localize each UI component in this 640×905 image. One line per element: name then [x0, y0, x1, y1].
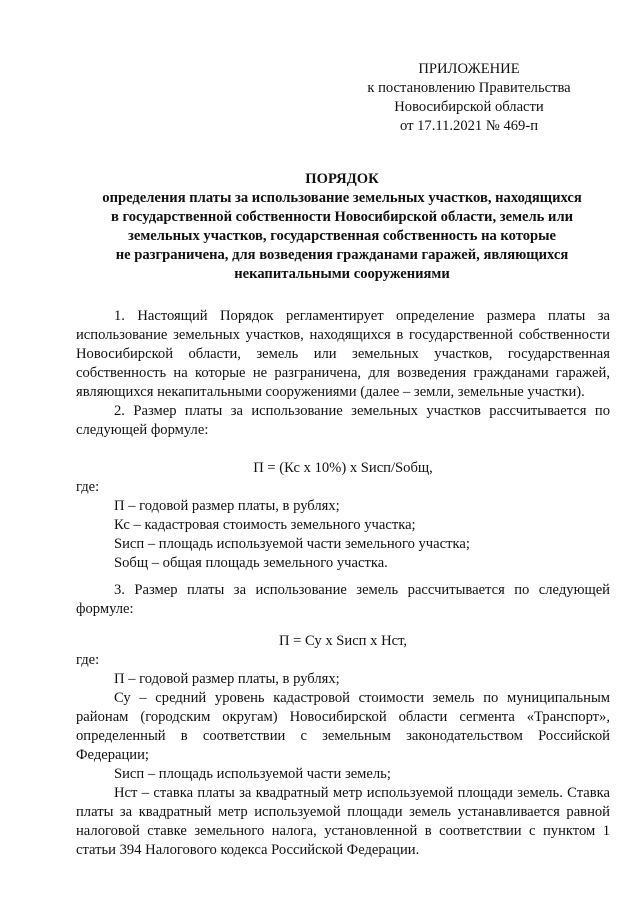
definitions-1: [76, 478, 610, 573]
section-1: [76, 307, 610, 440]
definition-item: П – годовой размер платы, в рублях;: [114, 671, 340, 687]
title-heading: ПОРЯДОК: [305, 171, 379, 187]
definition-item: Су – средний уровень кадастровой стоимости земель по муниципальным районам (городским округам) Новосибирской области сегмента «Транспорт», определенный в соответствии с земельным законодательством Российской Федерации;: [76, 690, 610, 763]
where-label: где:: [76, 652, 100, 668]
definition-item: Sисп – площадь используемой части земельного участка;: [114, 536, 470, 552]
document-title: [72, 170, 612, 284]
paragraph-1: 1. Настоящий Порядок регламентирует определение размера платы за использование земельных участков, находящихся в государственной собственности Новосибирской области, земель или земельных участков, государственная собственность на которые не разграничена, для возведения гражданами гаражей, являющихся некапитальными сооружениями (далее – земли, земельные участки).: [76, 308, 610, 400]
title-line: некапитальными сооружениями: [234, 266, 450, 282]
section-3: [76, 581, 610, 619]
definition-item: П – годовой размер платы, в рублях;: [114, 498, 340, 514]
title-line: земельных участков, государственная собственность на которые: [127, 228, 557, 244]
title-line: не разграничена, для возведения гражданами гаражей, являющихся: [115, 247, 569, 263]
title-line: определения платы за использование земельных участков, находящихся: [102, 190, 582, 206]
approval-block: [360, 60, 578, 136]
approval-region: Новосибирской области: [394, 99, 544, 115]
approval-heading: ПРИЛОЖЕНИЕ: [418, 61, 520, 77]
definition-item: Нст – ставка платы за квадратный метр используемой площади земель. Ставка платы за квадратный метр используемой площади земель устанавливается равной налоговой ставке земельного налога, установленной в соответствии с пунктом 1 статьи 394 Налогового кодекса Российской Федерации.: [76, 785, 610, 858]
definition-item: Кс – кадастровая стоимость земельного участка;: [114, 517, 416, 533]
formula-2: П = Су х Sисп х Нст,: [278, 633, 408, 649]
approval-resolution: к постановлению Правительства: [367, 80, 571, 96]
where-label: где:: [76, 479, 100, 495]
definition-item: Sобщ – общая площадь земельного участка.: [114, 555, 388, 571]
formula-block-2: [76, 632, 610, 651]
formula-block-1: [76, 459, 610, 478]
paragraph-2: 2. Размер платы за использование земельных участков рассчитывается по следующей формуле:: [76, 403, 610, 438]
approval-date: от 17.11.2021 № 469-п: [399, 118, 539, 134]
definition-item: Sисп – площадь используемой части земель;: [114, 766, 391, 782]
definitions-2: [76, 651, 610, 860]
formula-1: П = (Кс х 10%) х Sисп/Sобщ,: [253, 460, 433, 476]
title-line: в государственной собственности Новосибирской области, земель или: [110, 209, 574, 225]
paragraph-3: 3. Размер платы за использование земель рассчитывается по следующей формуле:: [76, 582, 610, 617]
